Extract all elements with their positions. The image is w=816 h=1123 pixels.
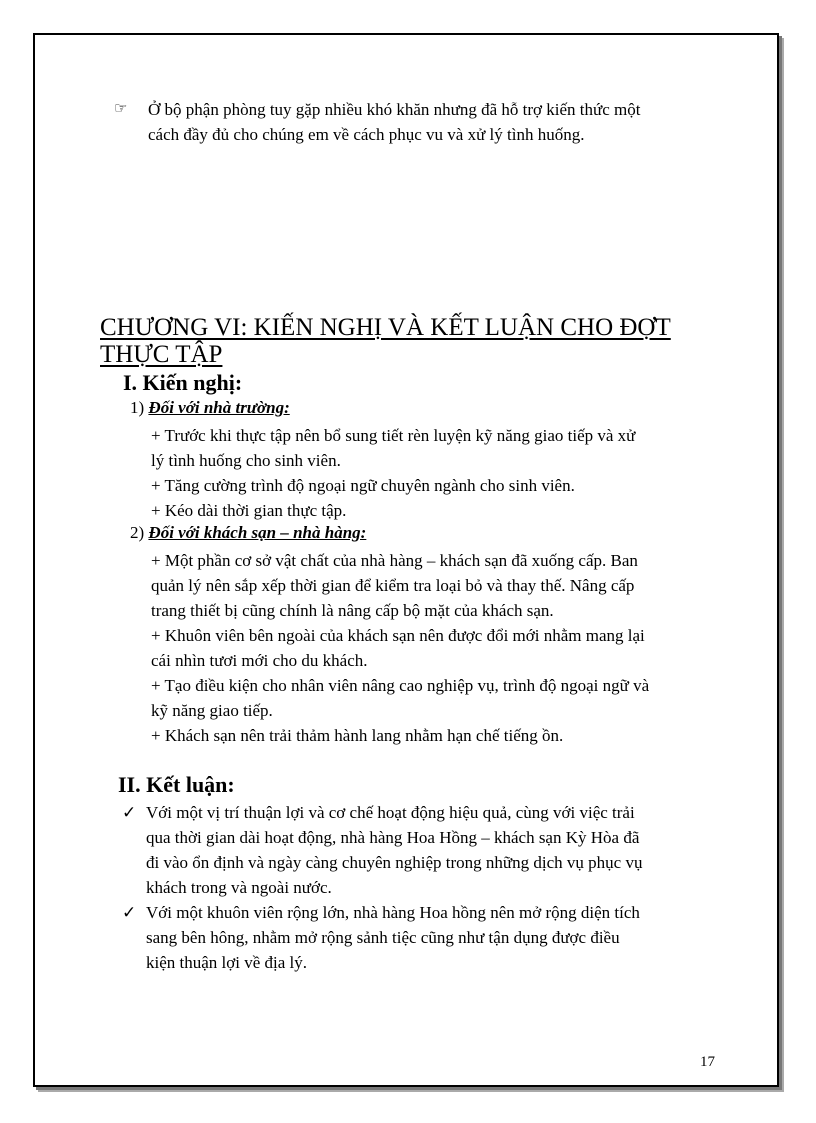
checkmark-icon: ✓ [122, 903, 137, 922]
subsection-heading-school [130, 398, 290, 418]
conclusion-line: Với một khuôn viên rộng lớn, nhà hàng Hoa hồng nên mở rộng diện tích [146, 903, 640, 922]
subsection-title: Đối với nhà trường: [148, 398, 290, 417]
hotel-item-line: + Tạo điều kiện cho nhân viên nâng cao nghiệp vụ, trình độ ngoại ngữ và [151, 676, 650, 695]
subsection-number: 2) [130, 523, 145, 542]
conclusion-check-item [122, 900, 734, 975]
conclusion-line: khách trong và ngoài nước. [146, 878, 332, 897]
intro-line-1: Ở bộ phận phòng tuy gặp nhiều khó khăn nhưng đã hỗ trợ kiến thức một [148, 100, 641, 119]
conclusion-check-item [122, 800, 734, 900]
section-heading-recommendations: I. Kiến nghị: [123, 370, 243, 395]
conclusion-line: kiện thuận lợi về địa lý. [146, 953, 308, 972]
subsection-heading-hotel [130, 523, 366, 543]
hotel-item-line: + Một phần cơ sở vật chất của nhà hàng – khách sạn đã xuống cấp. Ban [151, 551, 638, 570]
school-item-line: + Kéo dài thời gian thực tập. [151, 501, 347, 520]
hotel-item-line: cái nhìn tươi mới cho du khách. [151, 651, 368, 670]
chapter-title-line-2: THỰC TẬP [100, 341, 223, 368]
section-heading-conclusion: II. Kết luận: [118, 772, 235, 797]
school-item-line: + Tăng cường trình độ ngoại ngữ chuyên ngành cho sinh viên. [151, 476, 575, 495]
conclusion-line: đi vào ổn định và ngày càng chuyên nghiệp trong những dịch vụ phục vụ [146, 853, 643, 872]
hotel-item-line: + Khuôn viên bên ngoài của khách sạn nên được đổi mới nhằm mang lại [151, 626, 645, 645]
hotel-item-line: + Khách sạn nên trải thảm hành lang nhằm hạn chế tiếng ồn. [151, 726, 564, 745]
hotel-item-line: quản lý nên sắp xếp thời gian để kiểm tra loại bỏ và thay thế. Nâng cấp [151, 576, 635, 595]
page-number: 17 [700, 1054, 715, 1070]
conclusion-line: Với một vị trí thuận lợi và cơ chế hoạt động hiệu quả, cùng với việc trải [146, 803, 635, 822]
intro-bullet [114, 97, 734, 147]
chapter-title-line-1: CHƯƠNG VI: KIẾN NGHỊ VÀ KẾT LUẬN CHO ĐỢT [100, 314, 671, 341]
intro-line-2: cách đầy đủ cho chúng em về cách phục vu và xử lý tình huống. [148, 125, 585, 144]
subsection-number: 1) [130, 398, 145, 417]
school-item-line: lý tình huống cho sinh viên. [151, 451, 341, 470]
conclusion-line: sang bên hông, nhằm mở rộng sảnh tiệc cũng như tận dụng được điều [146, 928, 620, 947]
pointing-hand-icon: ☞ [114, 101, 128, 117]
chapter-title [100, 314, 740, 368]
school-item-line: + Trước khi thực tập nên bổ sung tiết rèn luyện kỹ năng giao tiếp và xử [151, 426, 636, 445]
hotel-item-line: kỹ năng giao tiếp. [151, 701, 273, 720]
checkmark-icon: ✓ [122, 803, 137, 822]
conclusion-line: qua thời gian dài hoạt động, nhà hàng Hoa Hồng – khách sạn Kỳ Hòa đã [146, 828, 640, 847]
subsection-title: Đối với khách sạn – nhà hàng: [148, 523, 367, 542]
hotel-item-line: trang thiết bị cũng chính là nâng cấp bộ mặt của khách sạn. [151, 601, 554, 620]
